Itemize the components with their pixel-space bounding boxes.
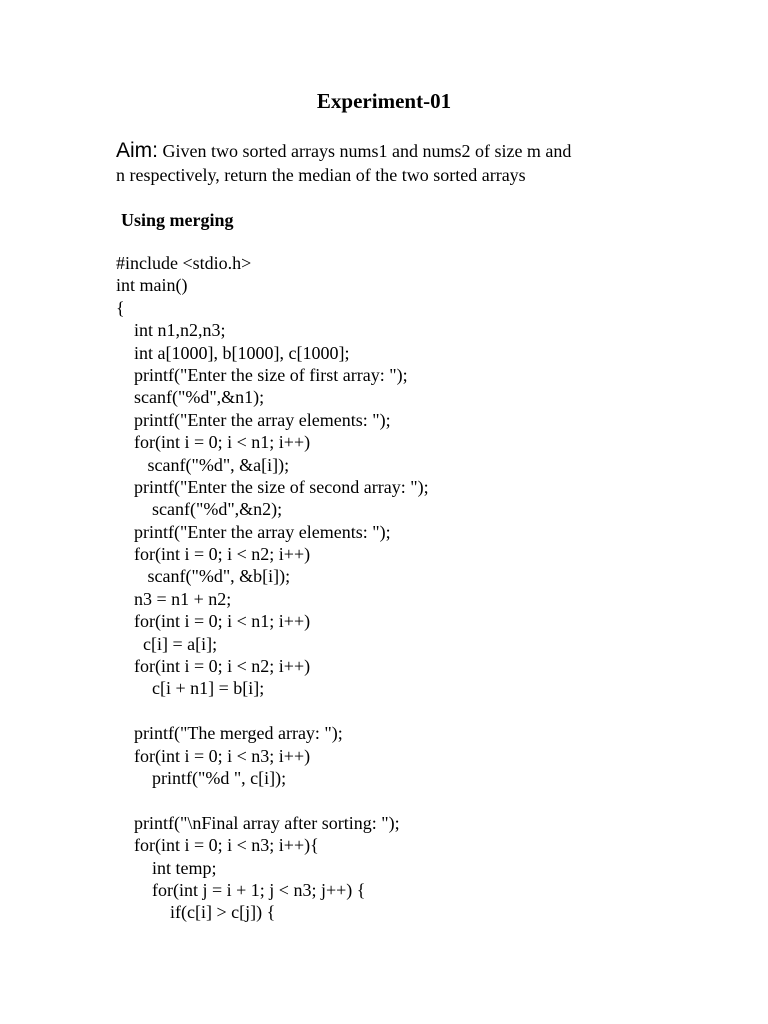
code-line: for(int j = i + 1; j < n3; j++) { [116, 879, 366, 900]
code-line: for(int i = 0; i < n1; i++) [116, 611, 311, 632]
code-line: for(int i = 0; i < n3; i++){ [116, 835, 319, 856]
aim-text-1: Given two sorted arrays nums1 and nums2 of size m and [158, 141, 572, 161]
code-line: printf("The merged array: "); [116, 723, 343, 744]
code-block [116, 252, 736, 924]
code-line [116, 789, 736, 811]
code-line: printf("\nFinal array after sorting: "); [116, 812, 400, 833]
code-line: int n1,n2,n3; [116, 320, 226, 341]
code-line: printf("Enter the array elements: "); [116, 521, 391, 542]
code-line: scanf("%d", &a[i]); [116, 454, 290, 475]
section-heading: Using merging [121, 210, 234, 230]
code-line: { [116, 297, 125, 318]
code-line: int main() [116, 275, 188, 296]
page-title: Experiment-01 [316, 89, 452, 113]
code-line [116, 700, 736, 722]
code-line: int temp; [116, 857, 217, 878]
code-line: c[i] = a[i]; [116, 633, 218, 654]
code-line: #include <stdio.h> [116, 253, 252, 273]
aim-line-2: n respectively, return the median of the two sorted arrays [116, 165, 526, 185]
code-line: printf("%d ", c[i]); [116, 767, 287, 788]
code-line: for(int i = 0; i < n2; i++) [116, 544, 311, 565]
code-line: for(int i = 0; i < n3; i++) [116, 745, 311, 766]
code-line: for(int i = 0; i < n2; i++) [116, 656, 311, 677]
code-line: c[i + n1] = b[i]; [116, 678, 265, 699]
code-line: scanf("%d",&n1); [116, 387, 265, 408]
code-line: printf("Enter the size of first array: "); [116, 364, 408, 385]
code-line: scanf("%d", &b[i]); [116, 566, 291, 587]
code-line: scanf("%d",&n2); [116, 499, 283, 520]
code-line: n3 = n1 + n2; [116, 588, 232, 609]
code-line: if(c[i] > c[j]) { [116, 902, 276, 923]
aim-line-1 [116, 139, 676, 163]
aim-paragraph [116, 139, 676, 187]
code-line: printf("Enter the size of second array: "); [116, 476, 429, 497]
code-line: int a[1000], b[1000], c[1000]; [116, 342, 350, 363]
aim-label: Aim: [116, 139, 158, 162]
code-line: for(int i = 0; i < n1; i++) [116, 432, 311, 453]
code-line: printf("Enter the array elements: "); [116, 409, 391, 430]
